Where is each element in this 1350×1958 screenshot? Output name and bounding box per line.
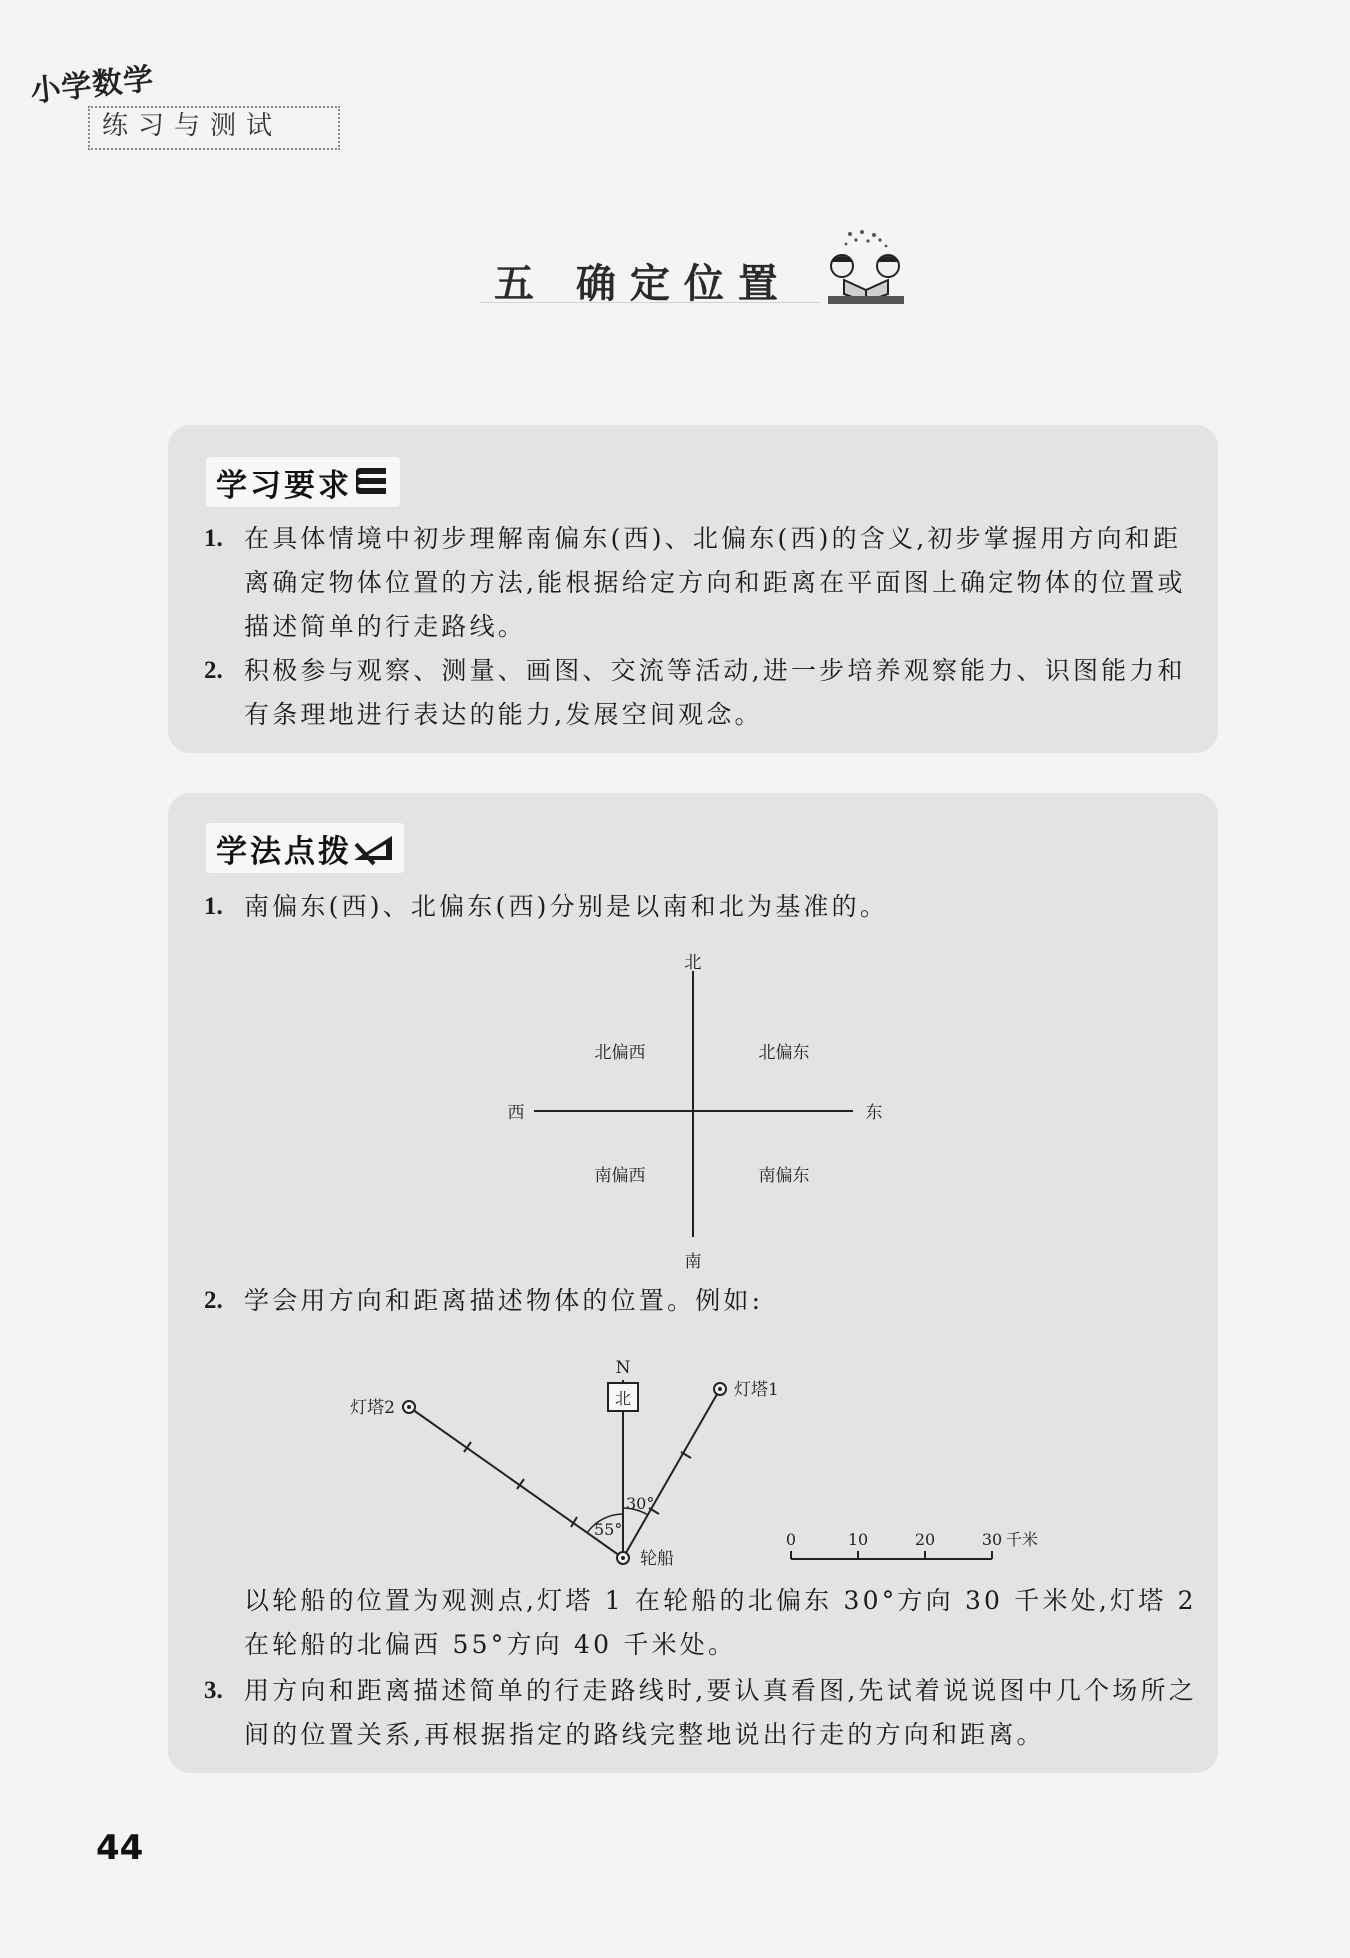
tips-label-text: 学法点拨 bbox=[216, 833, 352, 870]
requirements-label bbox=[206, 457, 400, 507]
angle2-label: 55° bbox=[594, 1520, 623, 1539]
reading-children-icon bbox=[820, 230, 912, 310]
chapter-title: 五 确定位置 bbox=[494, 260, 792, 307]
requirement-item-1-text: 在具体情境中初步理解南偏东(西)、北偏东(西)的含义,初步掌握用方向和距离确定物体位置的方法,能根据给定方向和距离在平面图上确定物体的位置或描述简单的行走路线。 bbox=[244, 524, 1186, 641]
book-title: 练习与测试 bbox=[88, 106, 340, 150]
lighthouse2-label: 灯塔2 bbox=[350, 1398, 395, 1418]
scale-tick-20: 20 bbox=[914, 1530, 936, 1549]
tip-item-2-explanation bbox=[204, 1579, 1204, 1667]
compass-nw-label: 北偏西 bbox=[594, 1043, 646, 1063]
compass-ne-label: 北偏东 bbox=[758, 1043, 810, 1063]
tip-item-3-text: 用方向和距离描述简单的行走路线时,要认真看图,先试着说说图中几个场所之间的位置关系,再根据指定的路线完整地说出行走的方向和距离。 bbox=[244, 1676, 1197, 1749]
chapter-underline bbox=[480, 302, 820, 303]
requirement-item-2 bbox=[204, 649, 1204, 737]
tip-item-3 bbox=[204, 1669, 1204, 1757]
ship-lighthouse1-line bbox=[623, 1389, 720, 1558]
compass-west: 西 bbox=[507, 1103, 525, 1123]
compass-sw-label: 南偏西 bbox=[594, 1166, 646, 1186]
series-title: 小学数学 bbox=[28, 61, 156, 110]
page-number: 44 bbox=[96, 1828, 144, 1868]
tip-item-1-text: 南偏东(西)、北偏东(西)分别是以南和北为基准的。 bbox=[244, 892, 889, 921]
requirement-item-2-text: 积极参与观察、测量、画图、交流等活动,进一步培养观察能力、识图能力和有条理地进行表达的能力,发展空间观念。 bbox=[244, 656, 1186, 729]
requirement-item-1-num: 1. bbox=[204, 525, 223, 552]
requirements-label-text: 学习要求 bbox=[216, 467, 352, 504]
tips-panel bbox=[168, 793, 1218, 1773]
compass-south: 南 bbox=[684, 1252, 702, 1272]
compass-north: 北 bbox=[684, 953, 702, 973]
north-box-label: 北 bbox=[614, 1389, 632, 1408]
requirement-item-2-num: 2. bbox=[204, 657, 223, 684]
scale-unit: 千米 bbox=[1006, 1530, 1039, 1549]
chapter-heading bbox=[480, 230, 910, 310]
compass-east: 东 bbox=[865, 1103, 883, 1123]
angle1-label: 30° bbox=[626, 1494, 655, 1513]
requirement-item-1 bbox=[204, 517, 1204, 649]
compass-se-label: 南偏东 bbox=[758, 1166, 810, 1186]
lighthouse1-label: 灯塔1 bbox=[734, 1380, 779, 1400]
scale-tick-30: 30 bbox=[981, 1530, 1003, 1549]
tip-item-3-num: 3. bbox=[204, 1677, 223, 1704]
tip-item-2-num: 2. bbox=[204, 1287, 223, 1314]
ship-lighthouse2-line bbox=[409, 1407, 623, 1558]
tip-item-2-text: 学会用方向和距离描述物体的位置。例如: bbox=[244, 1286, 764, 1315]
requirements-panel bbox=[168, 425, 1218, 753]
tip-item-2-explanation-text: 以轮船的位置为观测点,灯塔 1 在轮船的北偏东 30°方向 30 千米处,灯塔 2 在轮船的北偏西 55°方向 40 千米处。 bbox=[244, 1586, 1197, 1659]
ship-label: 轮船 bbox=[640, 1549, 674, 1569]
book-stack-icon bbox=[352, 464, 392, 500]
tip-item-1-num: 1. bbox=[204, 893, 223, 920]
scale-tick-10: 10 bbox=[847, 1530, 869, 1549]
north-n-letter: N bbox=[615, 1358, 631, 1378]
scale-tick-0: 0 bbox=[785, 1530, 797, 1549]
